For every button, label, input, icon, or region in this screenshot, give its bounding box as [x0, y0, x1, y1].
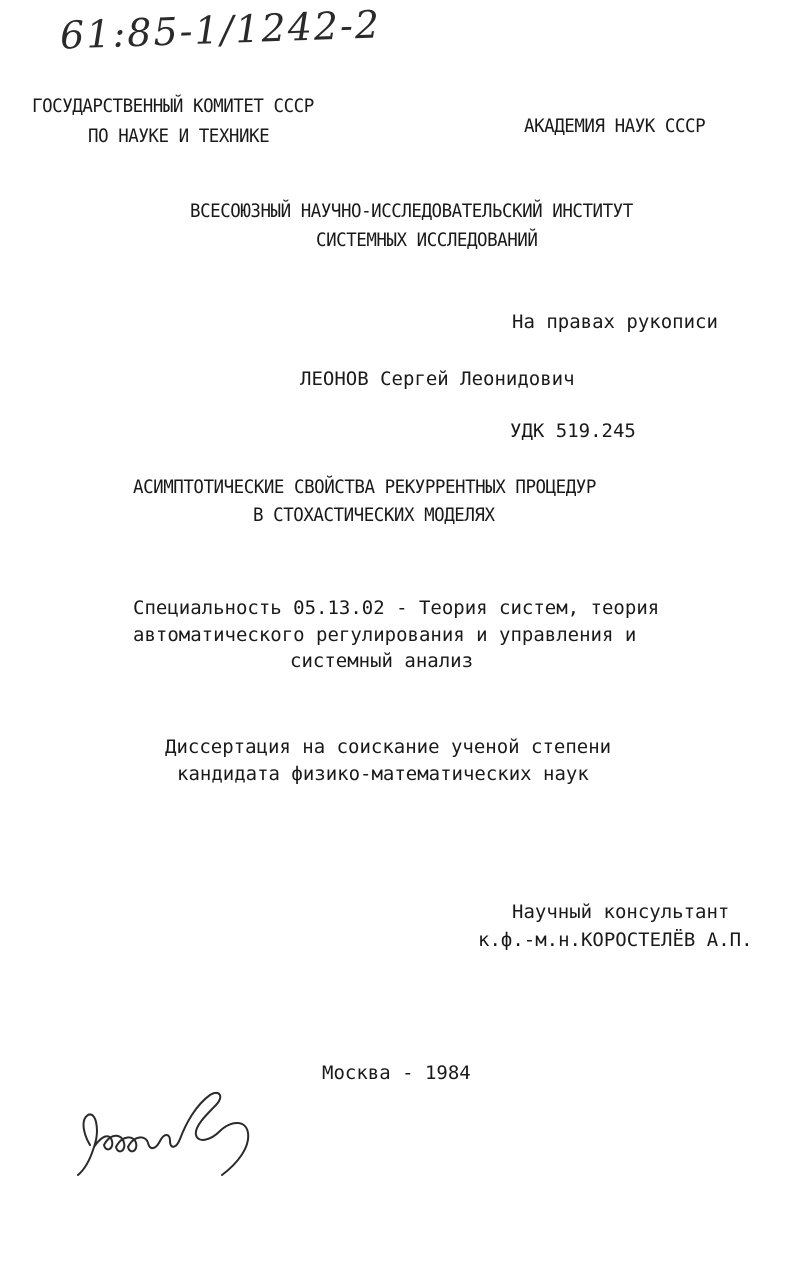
city-year: Москва - 1984	[322, 1062, 471, 1084]
academy-header: АКАДЕМИЯ НАУК СССР	[524, 115, 706, 137]
specialty-line-2: автоматического регулирования и управления и	[133, 624, 637, 646]
archive-code-handwritten: 61:85-1/1242-2	[59, 2, 382, 58]
specialty-line-3: системный анализ	[290, 650, 474, 672]
advisor-name: к.ф.-м.н.КОРОСТЕЛЁВ А.П.	[478, 929, 753, 951]
degree-line-1: Диссертация на соискание ученой степени	[165, 736, 612, 758]
degree-line-2: кандидата физико-математических наук	[177, 763, 589, 785]
committee-line-1: ГОСУДАРСТВЕННЫЙ КОМИТЕТ СССР	[32, 95, 314, 117]
institute-line-2: СИСТЕМНЫХ ИССЛЕДОВАНИЙ	[316, 229, 538, 251]
manuscript-note: На правах рукописи	[512, 311, 718, 333]
udk-code: УДК 519.245	[510, 420, 636, 442]
title-line-1: АСИМПТОТИЧЕСКИЕ СВОЙСТВА РЕКУРРЕНТНЫХ ПРОЦЕДУР	[133, 476, 596, 498]
title-line-2: В СТОХАСТИЧЕСКИХ МОДЕЛЯХ	[253, 504, 495, 526]
author-name: ЛЕОНОВ Сергей Леонидович	[300, 368, 575, 390]
specialty-line-1: Специальность 05.13.02 - Теория систем, теория	[133, 597, 660, 619]
institute-line-1: ВСЕСОЮЗНЫЙ НАУЧНО-ИССЛЕДОВАТЕЛЬСКИЙ ИНСТИТУТ	[190, 200, 633, 222]
committee-line-2: ПО НАУКЕ И ТЕХНИКЕ	[88, 125, 270, 147]
handwritten-signature	[70, 1075, 270, 1195]
advisor-role: Научный консультант	[512, 901, 730, 923]
